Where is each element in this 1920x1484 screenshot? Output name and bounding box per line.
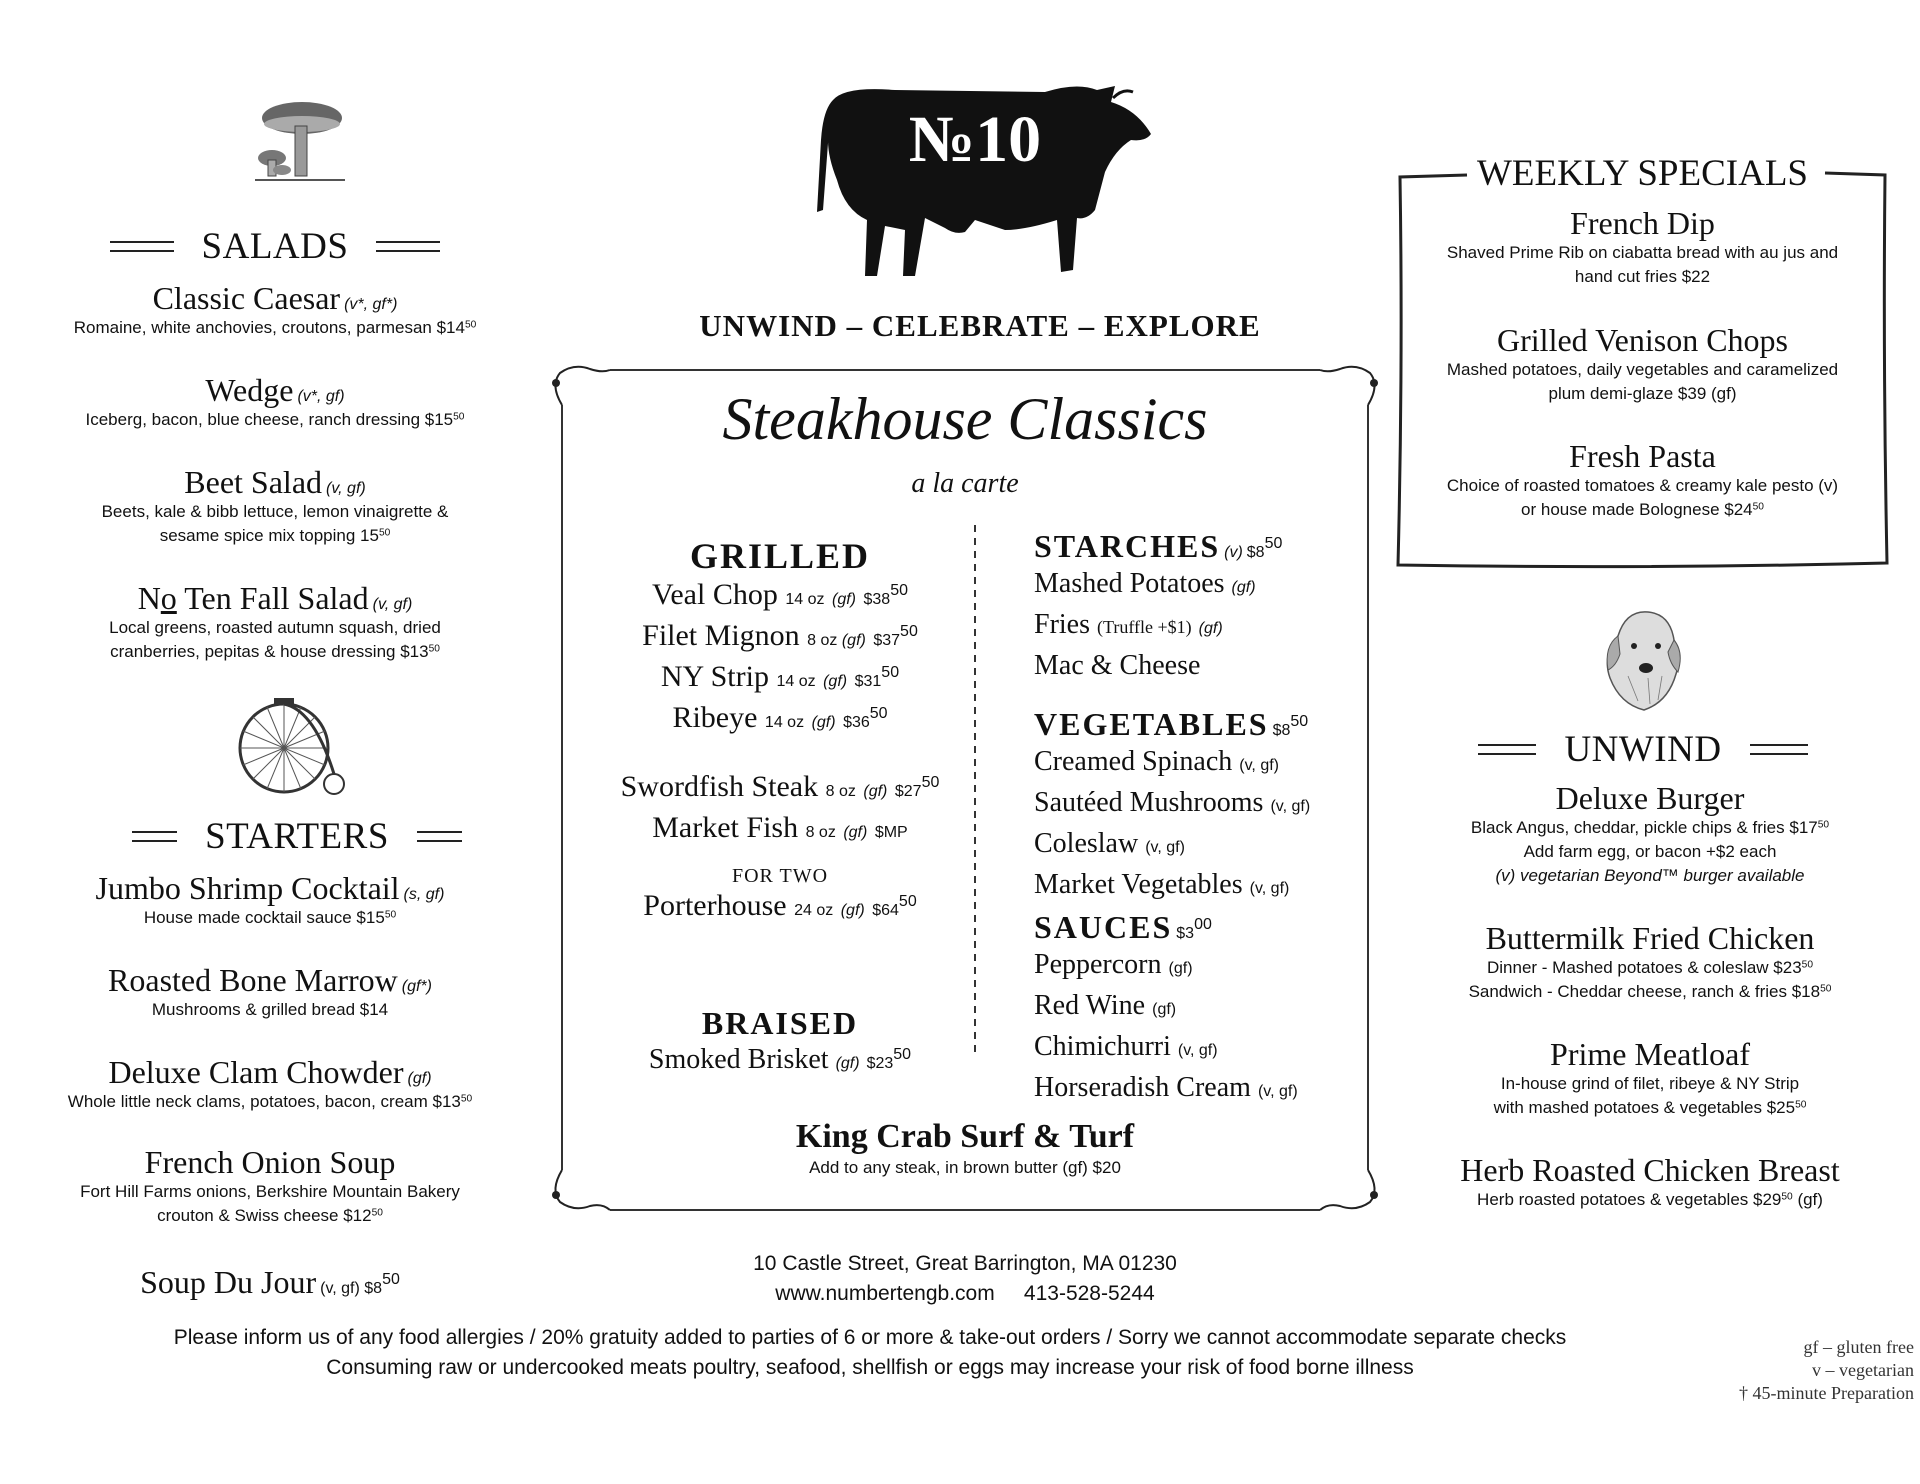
item-desc-line2: with mashed potatoes & vegetables $25: [1493, 1098, 1796, 1117]
price-cents: 50: [1795, 1099, 1807, 1111]
item-name: Beet Salad: [184, 464, 323, 500]
starches-price: $8: [1246, 544, 1265, 561]
item-name: Classic Caesar: [152, 280, 341, 316]
phone-number[interactable]: 413-528-5244: [1023, 1282, 1155, 1305]
vegetable-item: [1034, 784, 1364, 825]
item-name: French Dip: [1570, 205, 1715, 241]
item-name: Peppercorn: [1034, 949, 1162, 980]
item-desc: Whole little neck clams, potatoes, bacon, cream $13: [67, 1092, 461, 1111]
item-desc-line1: Local greens, roasted autumn squash, dried: [109, 618, 441, 637]
salad-no-ten-fall: [40, 580, 510, 664]
starter-french-onion: [30, 1144, 510, 1228]
item-name: Deluxe Burger: [1555, 780, 1745, 816]
item-desc-line1: Mashed potatoes, daily vegetables and caramelized: [1446, 360, 1839, 379]
item-name: Jumbo Shrimp Cocktail: [95, 870, 400, 906]
item-name: Horseradish Cream: [1034, 1072, 1251, 1103]
starters-title: STARTERS: [205, 816, 389, 857]
item-price: $31: [854, 673, 882, 690]
item-detail: 24 oz: [794, 902, 834, 919]
dog-illustration: [1598, 606, 1684, 714]
price-cents: 50: [464, 319, 477, 331]
price-cents: 50: [1781, 1191, 1793, 1203]
item-name: Porterhouse: [643, 889, 787, 922]
item-name: Market Vegetables: [1034, 869, 1243, 900]
item-name: NY Strip: [660, 660, 769, 693]
item-desc-line1: Fort Hill Farms onions, Berkshire Mountain Bakery: [80, 1182, 460, 1201]
vegetables-header: [1034, 706, 1364, 743]
price-cents: 50: [384, 909, 397, 921]
item-tag: (gf): [823, 673, 848, 690]
salad-beet: [40, 464, 510, 548]
item-tag: (gf): [811, 714, 836, 731]
salads-title: SALADS: [201, 226, 349, 267]
legend-vegetarian: v – vegetarian: [1812, 1360, 1914, 1380]
item-detail: 14 oz: [785, 591, 825, 608]
grilled-item: [565, 769, 995, 810]
starter-clam-chowder: [30, 1054, 510, 1114]
starch-item: [1034, 565, 1364, 606]
item-name: Filet Mignon: [642, 619, 800, 652]
item-tag: (gf): [840, 902, 865, 919]
item-name: Soup Du Jour: [140, 1264, 317, 1300]
item-tag: (gf): [1168, 960, 1193, 977]
item-name: Swordfish Steak: [620, 770, 819, 803]
price-cents: 50: [1752, 501, 1764, 513]
item-desc: House made cocktail sauce $15: [143, 908, 385, 927]
price-cents: 50: [898, 893, 917, 911]
price-cents: 50: [1290, 713, 1309, 731]
item-tag: (gf): [1231, 579, 1256, 596]
legend: [1660, 1336, 1914, 1405]
grilled-item: [565, 700, 995, 741]
starter-shrimp-cocktail: [30, 870, 510, 930]
item-price: $36: [843, 714, 870, 731]
grilled-item: [565, 659, 995, 700]
item-name-o: o: [160, 580, 177, 616]
rule-left: [1478, 744, 1536, 755]
price-cents: 50: [428, 643, 440, 655]
item-name: Coleslaw: [1034, 828, 1139, 859]
item-tag: (gf): [1198, 620, 1223, 637]
item-detail: 8 oz: [805, 824, 836, 841]
sauces-price: $3: [1176, 925, 1195, 942]
item-name: Fresh Pasta: [1569, 438, 1716, 474]
braised-title: BRAISED: [701, 1005, 859, 1041]
sauce-item: [1034, 946, 1364, 987]
unwind-title: UNWIND: [1564, 729, 1722, 770]
surf-turf: [640, 1118, 1290, 1180]
for-two-label: FOR TWO: [731, 865, 829, 887]
item-tag: (gf*): [401, 978, 432, 995]
sauce-item: [1034, 1069, 1364, 1110]
website-link[interactable]: www.numbertengb.com: [775, 1282, 995, 1305]
item-desc-line2: cranberries, pepitas & house dressing $13: [110, 642, 429, 661]
item-price: $23: [866, 1055, 894, 1072]
item-desc-line1: Shaved Prime Rib on ciabatta bread with au jus and: [1446, 243, 1839, 262]
special-item: [1400, 205, 1885, 289]
item-tag: (gf): [843, 824, 868, 841]
item-name: Deluxe Clam Chowder: [108, 1054, 404, 1090]
item-price: $27: [894, 783, 922, 800]
vegetable-item: [1034, 825, 1364, 866]
braised-section: [565, 1005, 995, 1082]
starch-item: [1034, 647, 1364, 684]
sauces-title: SAUCES: [1034, 909, 1173, 945]
vegetable-item: [1034, 866, 1364, 907]
price-cents: 50: [382, 1271, 400, 1289]
item-detail: 8 oz: [807, 632, 842, 649]
legend-preparation: † 45-minute Preparation: [1739, 1383, 1914, 1403]
footer-notice-2: Consuming raw or undercooked meats poultry, seafood, shellfish or eggs may increase your risk of food borne illness: [326, 1356, 1414, 1379]
item-tag: (gf): [863, 783, 888, 800]
salad-classic-caesar: [40, 280, 510, 340]
item-desc-line1: In-house grind of filet, ribeye & NY Strip: [1500, 1074, 1800, 1093]
grilled-section: [565, 535, 995, 929]
item-desc-line1: Herb roasted potatoes & vegetables $29: [1477, 1190, 1782, 1209]
starch-item: [1034, 606, 1364, 647]
item-tag: (gf): [831, 591, 856, 608]
grilled-item: [565, 810, 995, 851]
price-cents: 50: [881, 664, 900, 682]
price-cents: 50: [1820, 983, 1832, 995]
item-tag: (v, gf) $8: [320, 1280, 383, 1297]
unwind-item: [1400, 1036, 1900, 1120]
rule-right: [1750, 744, 1808, 755]
item-name: Herb Roasted Chicken Breast: [1460, 1152, 1840, 1188]
legend-gluten-free: gf – gluten free: [1803, 1337, 1914, 1357]
item-name: Smoked Brisket: [648, 1044, 829, 1075]
item-desc-line2: crouton & Swiss cheese $12: [157, 1206, 372, 1225]
specials-title: WEEKLY SPECIALS: [1470, 152, 1815, 195]
classics-subtitle: a la carte: [911, 468, 1019, 499]
vegetables-title: VEGETABLES: [1034, 706, 1269, 742]
price-cents: 00: [1194, 916, 1212, 934]
item-desc: Mushrooms & grilled bread $14: [151, 1000, 389, 1019]
surf-turf-desc: Add to any steak, in brown butter (gf) $20: [809, 1158, 1121, 1177]
item-desc-line2: sesame spice mix topping 15: [159, 526, 379, 545]
price-cents: 50: [378, 527, 391, 539]
item-tag: (gf): [407, 1070, 432, 1087]
item-tag: (v, gf): [1177, 1042, 1218, 1059]
braised-item: [565, 1042, 995, 1082]
item-tag: (v, gf): [1239, 757, 1279, 774]
item-name: Mac & Cheese: [1034, 650, 1201, 681]
price-cents: 50: [1264, 535, 1283, 553]
item-detail: 14 oz: [776, 673, 816, 690]
sauce-item: [1034, 1028, 1364, 1069]
grilled-item: [565, 618, 995, 659]
item-price: $MP: [874, 824, 908, 841]
item-desc: Iceberg, bacon, blue cheese, ranch dressing $15: [85, 410, 454, 429]
price-cents: 50: [890, 582, 908, 600]
footer-notice-1: Please inform us of any food allergies / 20% gratuity added to parties of 6 or more & take-out orders / Sorry we cannot accommodate separate checks: [173, 1326, 1567, 1349]
item-name: Sautéed Mushrooms: [1034, 787, 1264, 818]
item-desc: Romaine, white anchovies, croutons, parmesan $14: [73, 318, 465, 337]
item-desc-line1: Black Angus, cheddar, pickle chips & fries $17: [1470, 818, 1818, 837]
special-item: [1400, 438, 1885, 522]
item-tag: (v, gf): [1270, 798, 1311, 815]
item-price: $37: [873, 632, 901, 649]
item-name: Prime Meatloaf: [1550, 1036, 1750, 1072]
item-desc-line2: plum demi-glaze $39 (gf): [1548, 384, 1737, 403]
rule-right: [376, 241, 440, 252]
item-desc-line1: Choice of roasted tomatoes & creamy kale pesto (v): [1446, 476, 1839, 495]
item-desc-suffix: (gf): [1792, 1190, 1823, 1209]
salads-header: [110, 225, 440, 268]
bull-logo: [815, 80, 1155, 285]
sauces-header: [1034, 909, 1364, 946]
classics-title: Steakhouse Classics: [722, 386, 1208, 452]
item-tag: (gf): [835, 1055, 860, 1072]
item-desc-line2: Sandwich - Cheddar cheese, ranch & fries $18: [1468, 982, 1821, 1001]
item-price: $64: [872, 902, 899, 919]
item-name: Chimichurri: [1034, 1031, 1171, 1062]
item-name: Wedge: [205, 372, 294, 408]
item-desc-line1: Dinner - Mashed potatoes & coleslaw $23: [1486, 958, 1802, 977]
starches-title: STARCHES: [1034, 528, 1221, 564]
rule-left: [132, 831, 177, 842]
item-tag: (v, gf): [326, 480, 366, 497]
item-tag: (v*, gf*): [344, 296, 398, 313]
price-cents: 50: [453, 411, 465, 423]
item-tag: (gf): [1152, 1001, 1177, 1018]
unwind-item: [1400, 1152, 1900, 1212]
item-name: Grilled Venison Chops: [1497, 322, 1788, 358]
item-name: Roasted Bone Marrow: [108, 962, 398, 998]
item-tag: (v, gf): [1257, 1083, 1298, 1100]
item-name-rest: Ten Fall Salad: [176, 580, 369, 616]
item-desc-line3: (v) vegetarian Beyond™ burger available: [1495, 866, 1805, 885]
item-name: Fries: [1034, 609, 1090, 640]
item-name: Market Fish: [652, 811, 799, 844]
item-tag: (v, gf): [372, 596, 413, 613]
price-cents: 50: [1801, 959, 1814, 971]
item-name: Buttermilk Fried Chicken: [1485, 920, 1815, 956]
item-tag: (v, gf): [1249, 880, 1290, 897]
price-cents: 50: [893, 1046, 912, 1064]
unwind-item: [1400, 920, 1900, 1004]
footer-address: 10 Castle Street, Great Barrington, MA 01230: [753, 1252, 1177, 1275]
unwind-item: [1400, 780, 1900, 888]
item-name: French Onion Soup: [144, 1144, 396, 1180]
item-desc-line1: Beets, kale & bibb lettuce, lemon vinaigrette &: [101, 502, 449, 521]
item-tag: (s, gf): [403, 886, 445, 903]
starters-header: [132, 815, 462, 858]
item-detail: 8 oz: [825, 783, 856, 800]
item-desc-line2: or house made Bolognese $24: [1521, 500, 1753, 519]
grilled-item: [565, 577, 995, 618]
surf-turf-name: King Crab Surf & Turf: [795, 1118, 1135, 1155]
item-name: Creamed Spinach: [1034, 746, 1233, 777]
price-cents: 50: [460, 1093, 473, 1105]
unwind-header: [1478, 728, 1808, 771]
starter-soup-du-jour: [30, 1264, 510, 1300]
starches-header: [1034, 528, 1364, 565]
vegetables-price: $8: [1272, 722, 1291, 739]
logo-mark: №10: [908, 103, 1042, 176]
salad-wedge: [40, 372, 510, 432]
item-desc-line2: Add farm egg, or bacon +$2 each: [1523, 842, 1777, 861]
rule-left: [110, 241, 174, 252]
price-cents: 50: [869, 705, 888, 723]
porterhouse-item: [565, 888, 995, 929]
bicycle-illustration: [234, 696, 350, 798]
item-name: Mashed Potatoes: [1034, 568, 1225, 599]
starches-tag: (v): [1224, 544, 1243, 561]
special-item: [1400, 322, 1885, 406]
price-cents: 50: [921, 774, 940, 792]
item-price: $38: [863, 591, 891, 608]
price-cents: 50: [371, 1207, 383, 1219]
tagline: UNWIND – CELEBRATE – EXPLORE: [699, 308, 1261, 343]
item-tag: (v, gf): [1145, 839, 1185, 856]
sauce-item: [1034, 987, 1364, 1028]
item-tag: (v*, gf): [297, 388, 345, 405]
mushroom-illustration: [250, 96, 350, 192]
item-name: Ribeye: [672, 701, 758, 734]
item-detail: 14 oz: [764, 714, 805, 731]
footer-contact: [640, 1282, 1290, 1306]
item-name: Veal Chop: [652, 578, 778, 611]
rule-right: [417, 831, 462, 842]
item-name: Red Wine: [1034, 990, 1146, 1021]
price-cents: 50: [1817, 819, 1830, 831]
item-extra: (Truffle +$1): [1097, 617, 1192, 637]
grilled-title: GRILLED: [689, 536, 871, 576]
vegetable-item: [1034, 743, 1364, 784]
price-cents: 50: [900, 623, 918, 641]
item-tag: (gf): [841, 632, 866, 649]
starter-bone-marrow: [30, 962, 510, 1022]
sides-column: [1034, 528, 1364, 1110]
item-name-prefix: N: [137, 580, 161, 616]
item-desc-line2: hand cut fries $22: [1574, 267, 1711, 286]
